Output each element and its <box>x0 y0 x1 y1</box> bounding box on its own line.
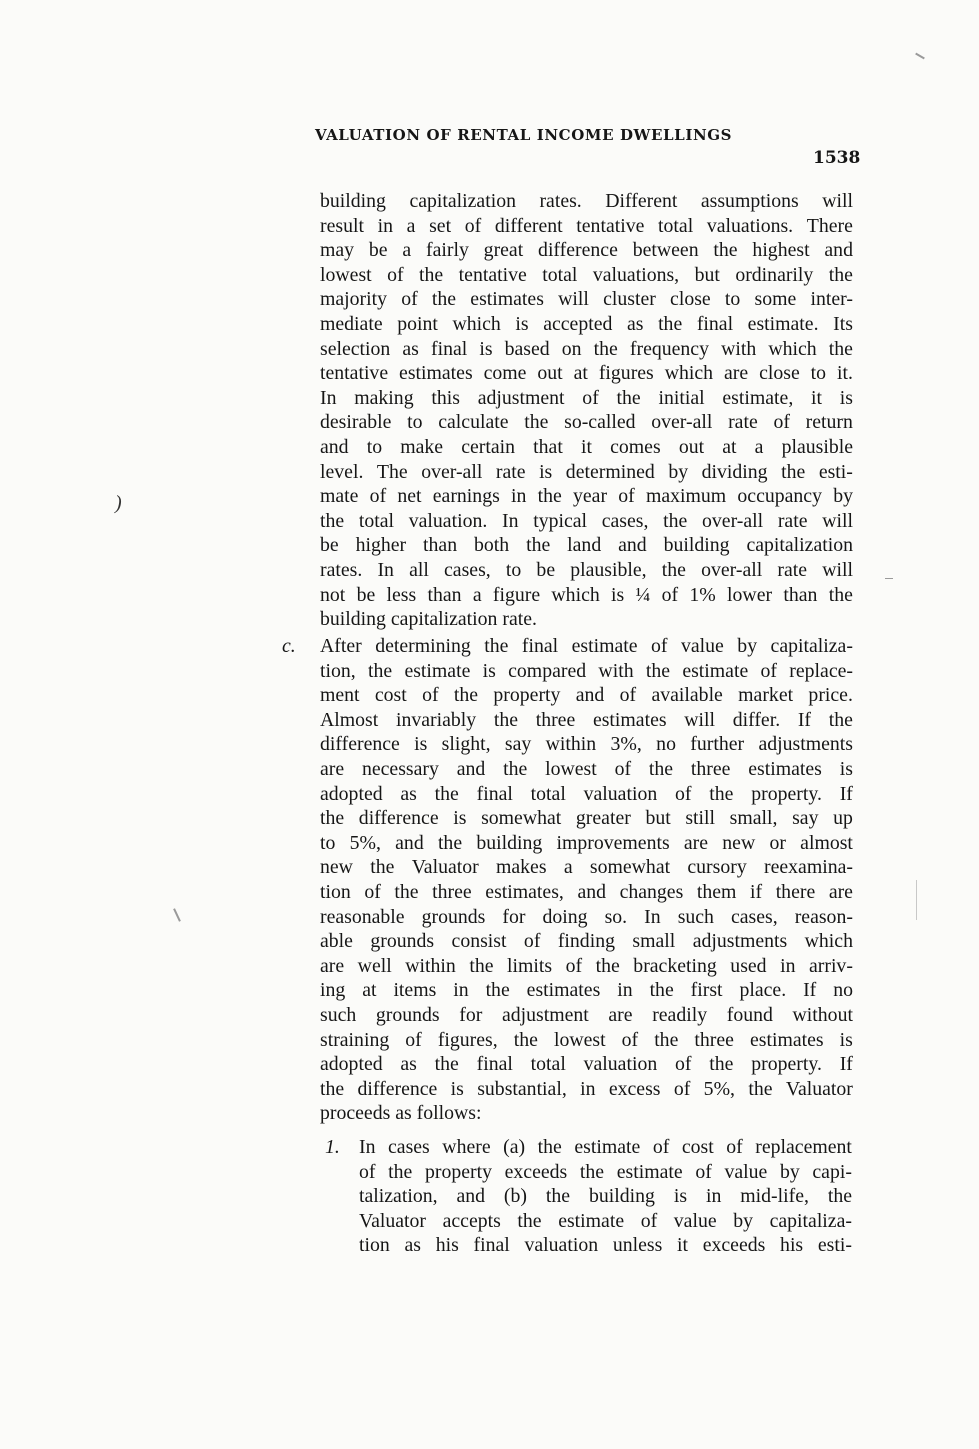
scan-mark <box>916 880 917 920</box>
text-line: lowest of the tentative total valuations, but ordinarily the <box>320 263 853 286</box>
text-line: the difference is somewhat greater but still small, say up <box>320 807 853 830</box>
margin-paren-mark: ) <box>115 492 122 514</box>
text-line: level. The over-all rate is determined by dividing the esti- <box>320 460 853 483</box>
text-line: the difference is substantial, in excess of 5%, the Valuator <box>320 1077 853 1100</box>
text-line: Valuator accepts the estimate of value by capitaliza- <box>359 1209 852 1232</box>
text-line: and to make certain that it comes out at a plausible <box>320 436 853 458</box>
text-line: selection as final is based on the frequency with which the <box>320 337 853 360</box>
text-line: able grounds consist of finding small adjustments which <box>320 930 853 953</box>
text-line: building capitalization rate. <box>320 608 537 631</box>
text-line: to 5%, and the building improvements are new or almost <box>320 831 853 854</box>
text-line: proceeds as follows: <box>320 1102 482 1125</box>
text-line: adopted as the final total valuation of the property. If <box>320 782 853 805</box>
text-line: may be a fairly great difference between the highest and <box>320 239 853 262</box>
text-line: desirable to calculate the so-called over-all rate of return <box>320 411 853 434</box>
text-line: adopted as the final total valuation of the property. If <box>320 1053 853 1076</box>
list-marker-1: 1. <box>325 1136 340 1158</box>
text-line: tentative estimates come out at figures which are close to it. <box>320 362 853 385</box>
text-line: straining of figures, the lowest of the three estimates is <box>320 1028 853 1051</box>
text-line: mediate point which is accepted as the final estimate. Its <box>320 313 853 335</box>
text-line: are necessary and the lowest of the three estimates is <box>320 758 853 780</box>
text-line: talization, and (b) the building is in mid-life, the <box>359 1185 852 1208</box>
text-line: ment cost of the property and of available market price. <box>320 684 853 707</box>
text-line: the total valuation. In typical cases, the over-all rate will <box>320 509 853 532</box>
list-marker-c: c. <box>282 635 296 657</box>
text-line: In cases where (a) the estimate of cost of replacement <box>359 1136 852 1158</box>
text-line: not be less than a figure which is ¼ of 1% lower than the <box>320 583 853 606</box>
text-line: are well within the limits of the bracketing used in arriv- <box>320 954 853 977</box>
text-line: ing at items in the estimates in the first place. If no <box>320 979 853 1002</box>
running-header: VALUATION OF RENTAL INCOME DWELLINGS <box>315 126 733 144</box>
text-line: result in a set of different tentative total valuations. There <box>320 214 853 237</box>
text-line: building capitalization rates. Different assumptions will <box>320 190 853 212</box>
text-line: difference is slight, say within 3%, no further adjustments <box>320 733 853 756</box>
page-number: 1538 <box>813 148 861 168</box>
text-line: reasonable grounds for doing so. In such cases, reason- <box>320 905 853 928</box>
scan-mark <box>885 578 893 579</box>
text-line: new the Valuator makes a somewhat cursory reexamina- <box>320 856 853 879</box>
text-line: After determining the final estimate of value by capitaliza- <box>320 635 853 657</box>
scan-mark <box>915 53 925 60</box>
text-line: such grounds for adjustment are readily found without <box>320 1004 853 1026</box>
text-line: majority of the estimates will cluster close to some inter- <box>320 288 853 311</box>
text-line: rates. In all cases, to be plausible, the over-all rate will <box>320 559 853 581</box>
scan-mark <box>173 908 181 922</box>
text-line: be higher than both the land and building capitalization <box>320 534 853 557</box>
text-line: Almost invariably the three estimates will differ. If the <box>320 708 853 731</box>
text-line: mate of net earnings in the year of maximum occupancy by <box>320 485 853 508</box>
text-line: In making this adjustment of the initial estimate, it is <box>320 386 853 409</box>
text-line: tion, the estimate is compared with the estimate of replace- <box>320 659 853 682</box>
text-line: tion of the three estimates, and changes them if there are <box>320 881 853 903</box>
text-line: tion as his final valuation unless it exceeds his esti- <box>359 1234 852 1257</box>
text-line: of the property exceeds the estimate of value by capi- <box>359 1160 852 1183</box>
